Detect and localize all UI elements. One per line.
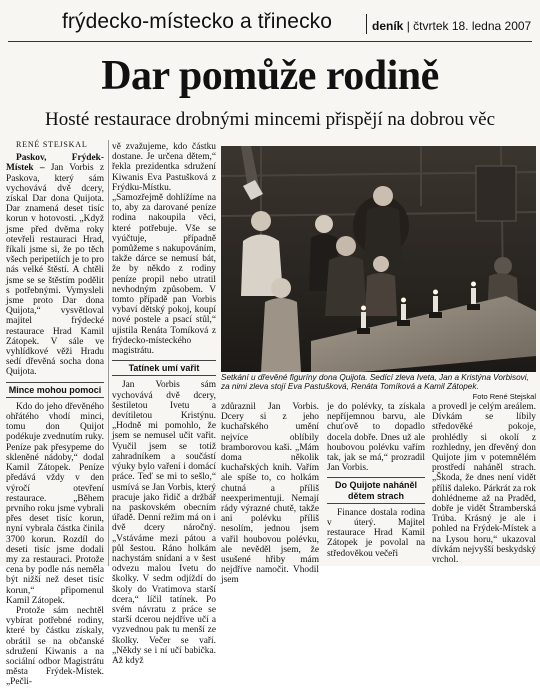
photo-illustration [221,146,536,372]
paragraph: Kdo do jeho dřevěného ohřátého vhodí minci, tomu don Quijot podékuje zvednutím ruky. Peníze pak přesypeme do skleněné nádoby,“ dodal Kamil Zátopek. Peníze předává vždy v den výročí otevření restaurace. „Během prvního roku jsme vybrali přes deset tisíc korun, nyní vybrala částka činila 3700 korun. Rozdíl do deseti tisíc jsme dodali my za restauraci. Protože cena by podle nás neměla být nižší než deset tisíc korun,“ připomenul Kamil Zátopek. [6,401,104,606]
column-2 [112,142,216,666]
issue-date: čtvrtek 18. ledna 2007 [413,19,532,33]
headline: Dar pomůže rodině [101,53,439,99]
subheading-father: Tatínek umí vařit [112,360,216,376]
header-meta [372,19,531,33]
lead-paragraph [6,153,104,377]
header-divider: | [406,19,410,33]
paragraph-text: Jan Vorbis z Paskova, který sám vychovává dvě dcery, získal Dar dona Quijota. Dar znamená deset tisíc korun v hotovosti. „Když jsme před dvěma roky otevřeli restauraci Hrad, říkali jsme si, že po těch všech peripetiích je to pro nás velké štěstí. A chtěli jsme se se štěstím podělit s potřebnými. Vymysleli jsme proto Dar dona Quijota,“ vysvětloval majitel frýdecké restaurace Hrad Kamil Zátopek. V sále ve vyhlídkové věži Hradu sedí dřevěná socha dona Quijota. [6,163,104,378]
subheading-quijote: Do Quijote naháněl dětem strach [327,477,425,503]
header-rule [8,41,532,42]
caption-text: Setkání u dřevěné figuríny dona Quijota. Sedící zleva Iveta, Jan a Kristýna Vorbisovi, za nimi zleva stojí Eva Pastušková, Renáta Tomíková a Kamil Zátopek. [221,373,529,392]
paragraph: Finance dostala rodina v úterý. Majitel restaurace Hrad Kamil Zátopek je povolal na středověkou večeři [327,507,425,559]
header-separator [366,14,367,34]
column-1 [6,140,104,688]
paragraph: vě zvažujeme, kdo částku dostane. Je určena dětem,“ řekla prezidentka sdružení Kiwanis Eva Pastušková z Frýdku-Místku. „Samozřejmě dohlížíme na to, aby za darované peníze rodina nakoupila věci, které potřebuje. Vše se vyúčtuje, případně pomůžeme s nakupováním, takže dárce se nemusí bát, že by někdo z rodiny peníze propil nebo utratil nevhodným způsobem. V tomto případě pan Vorbis vybaví dětský pokoj, koupí nové postele a psací stůl,“ ujistila Renáta Tomíková z frýdecko-místeckého magistrátu. [112,142,216,357]
column-rule [108,140,109,566]
column-3 [221,402,319,586]
section-title: frýdecko-místecko a třinecko [62,10,333,33]
paragraph: a provedl je celým areálem. Dívkám se líbily středověké pokoje, prohlédly si okolí z rozhledny, jen dřevěný don Quijote jim v potemnělém prostředí naháněl strach. „Škoda, že dnes není vidět příliš daleko. Párkrát za rok dohlédneme až na Praděd, dobře je vidět Štramberská Trúba. Krásný je ale i pohled na Frýdek-Místek a na Lysou horu,“ ukazoval dívkám nejvyšší beskydský vrchol. [432,402,536,566]
column-5 [432,402,536,566]
lead-place: Paskov, Frýdek-Místek – [6,153,104,174]
byline: RENÉ STEJSKAL [16,140,88,149]
photo-credit: Foto René Stejskal [472,391,536,401]
paragraph: Protože sám nechtěl vybírat potřebné rodiny, které by částku získaly, obrátil se na občanské sdružení Kiwanis a na sociální odbor Magistrátu města Frýdek-Místek. „Pečli- [6,605,104,688]
paragraph: je do polévky, ta získala nepříjemnou barvu, ale chuťově to dopadlo docela dobře. Dnes už ale houbovou polévku vařím tak, jak se má,“ prozradil Jan Vorbis. [327,402,425,474]
column-4 [327,402,425,566]
paragraph: zdůraznil Jan Vorbis. Dcery si z jeho kuchařského umění nejvíce oblíbily bramborovou kaši. „Mám doma několik kuchařských knih. Vařím ale spíše to, co holkám chutná a příliš neexperimentuji. Nemají rády výrazné chutě, takže ani polévku příliš nesolím, jednou jsem vařil houbovou polévku, ale nevěděl jsem, že usušené hřiby mám nejdříve namočit. Vhodil jsem [221,402,319,586]
brand-name: deník [372,19,404,33]
article-photo [221,146,536,372]
photo-caption [221,373,536,401]
subheadline: Hosté restaurace drobnými mincemi přispějí na dobrou věc [44,109,496,130]
paragraph: Jan Vorbis sám vychovává dvě dcery, šestiletou Ivetu a devítiletou Kristýnu. „Hodně mi pomohlo, že jsem se nemusel učit vařit. Vyučil jsem se totiž zahradníkem a součástí výuky bylo vaření i domácí práce. Teď se mi to sešlo,“ usmívá se Jan Vorbis, který pracuje jako řidič a držbář na paskovském obecním úřadě. Denní režim má on i dvě dcery náročný. „Vstáváme mezi pátou a půl šestou. Ráno holkám nachystám snídani a v šest odvezu malou Ivetu do školky. V sedm odjíždí do školy do Vratimova starší dcera,“ líčil tatínek. Po svém návratu z práce se starší dcerou nejdříve učí a vyzvednou pak tu menší ze školky. Večer se vaří. „Někdy se i ní učí babička. Až když [112,380,216,666]
subheading-coins: Mince mohou pomoci [6,382,104,398]
